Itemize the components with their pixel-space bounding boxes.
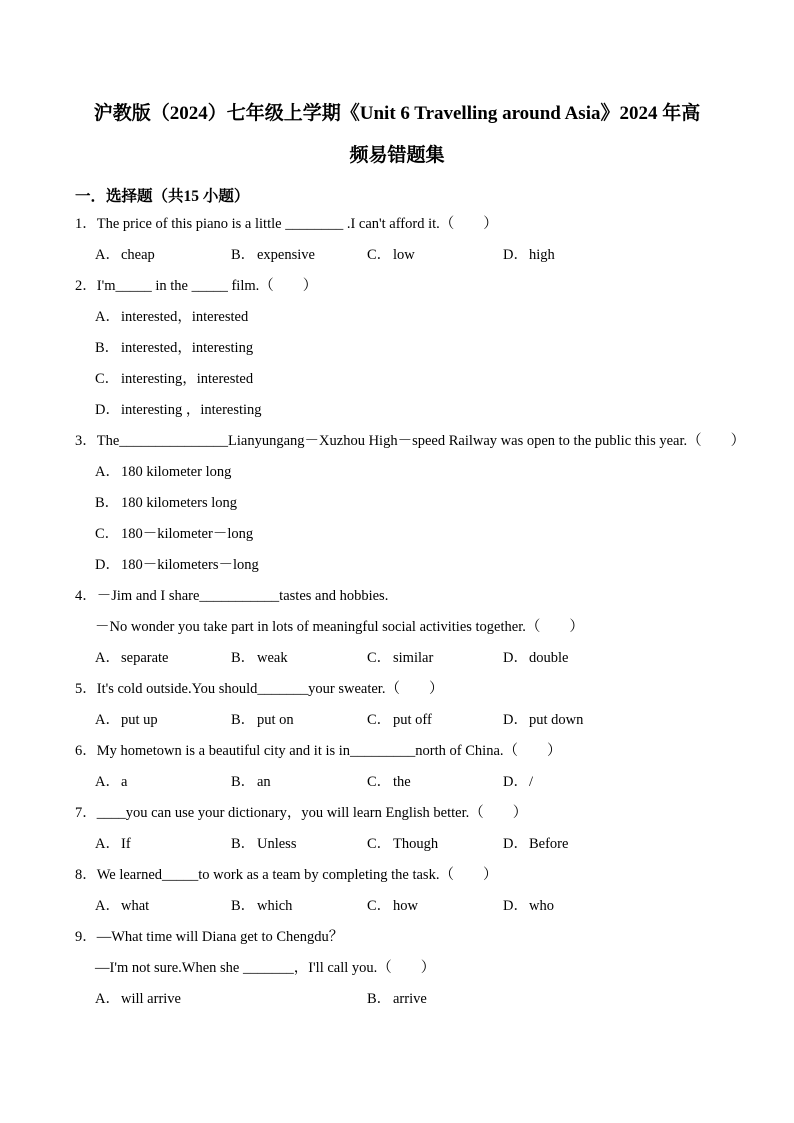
option-d-label: D． <box>503 836 528 852</box>
option-c-text: 180－kilometer－long <box>121 526 254 542</box>
option-b-label: B． <box>231 247 256 263</box>
option-c-label: C． <box>367 774 392 790</box>
option-c-label: C． <box>367 247 392 263</box>
question-9-number: 9． <box>75 929 97 945</box>
question-2-text: I'm_____ in the _____ film.（ ） <box>96 278 318 294</box>
page-title-line-2: 频易错题集 <box>349 145 445 166</box>
option-c-label: C． <box>367 836 392 852</box>
option-b-text: interested，interesting <box>121 340 254 356</box>
option-d <box>503 240 555 271</box>
option-b <box>231 767 367 798</box>
option-a-label: A． <box>95 898 120 914</box>
page-title-line-1: 沪教版（2024）七年级上学期《Unit 6 Travelling around Asia》2024 年高 <box>93 103 701 124</box>
option-a <box>0 457 794 488</box>
option-c-label: C． <box>367 650 392 666</box>
option-a <box>95 984 367 1015</box>
option-a-label: A． <box>95 774 120 790</box>
option-c-text: how <box>393 898 418 914</box>
option-c-label: C． <box>95 526 120 542</box>
option-b-text: Unless <box>257 836 297 852</box>
option-d-label: D． <box>95 402 120 418</box>
question-9-stem-2: —I'm not sure.When she _______，I'll call you.（ ） <box>95 960 436 976</box>
question-1 <box>0 209 794 271</box>
option-c-label: C． <box>367 712 392 728</box>
question-8-number: 8． <box>75 867 97 883</box>
option-a-text: If <box>121 836 131 852</box>
option-d-label: D． <box>503 774 528 790</box>
option-b-label: B． <box>367 991 392 1007</box>
option-d-text: put down <box>529 712 584 728</box>
question-6-number: 6． <box>75 743 97 759</box>
option-a <box>95 767 231 798</box>
option-d-text: Before <box>529 836 569 852</box>
question-7-options <box>0 829 794 860</box>
option-a-label: A． <box>95 836 120 852</box>
option-b <box>367 984 427 1015</box>
option-c <box>367 891 503 922</box>
question-7-text: ____you can use your dictionary，you will learn English better.（ ） <box>96 805 528 821</box>
question-5-text: It's cold outside.You should_______your sweater.（ ） <box>96 681 444 697</box>
option-d-text: double <box>529 650 569 666</box>
option-d-label: D． <box>503 650 528 666</box>
option-d-label: D． <box>503 247 528 263</box>
question-3-number: 3． <box>75 433 97 449</box>
question-9-stem <box>0 922 794 953</box>
option-b <box>231 829 367 860</box>
option-d-text: / <box>529 774 534 790</box>
option-d <box>503 705 583 736</box>
option-b-label: B． <box>231 712 256 728</box>
question-5-number: 5． <box>75 681 97 697</box>
option-b-text: 180 kilometers long <box>121 495 237 511</box>
option-b-label: B． <box>95 495 120 511</box>
question-3-stem <box>0 426 794 457</box>
option-a-text: a <box>121 774 128 790</box>
option-a-text: cheap <box>121 247 155 263</box>
option-a-text: will arrive <box>121 991 181 1007</box>
question-2-number: 2． <box>75 278 97 294</box>
question-7 <box>0 798 794 860</box>
option-b-label: B． <box>231 650 256 666</box>
question-1-number: 1． <box>75 216 97 232</box>
option-b <box>231 705 367 736</box>
option-b <box>231 643 367 674</box>
question-5 <box>0 674 794 736</box>
option-a-label: A． <box>95 712 120 728</box>
question-6-stem <box>0 736 794 767</box>
question-7-stem <box>0 798 794 829</box>
option-b-text: expensive <box>257 247 315 263</box>
option-b-text: which <box>257 898 293 914</box>
option-d-text: high <box>529 247 555 263</box>
question-6 <box>0 736 794 798</box>
option-d-text: interesting ，interesting <box>121 402 262 418</box>
question-7-number: 7． <box>75 805 97 821</box>
option-b <box>231 240 367 271</box>
option-a-text: separate <box>121 650 169 666</box>
question-5-stem <box>0 674 794 705</box>
option-c <box>367 240 503 271</box>
option-b <box>0 333 794 364</box>
option-c-label: C． <box>95 371 120 387</box>
question-9-text: —What time will Diana get to Chengdu？ <box>96 929 344 945</box>
option-b-label: B． <box>231 898 256 914</box>
option-c-text: put off <box>393 712 432 728</box>
question-4-text: －Jim and I share___________tastes and hobbies. <box>96 588 389 604</box>
option-a-label: A． <box>95 464 120 480</box>
option-c-text: Though <box>393 836 439 852</box>
question-9-options <box>0 984 794 1015</box>
option-d-label: D． <box>95 557 120 573</box>
question-4-stem-2: －No wonder you take part in lots of meaningful social activities together.（ ） <box>95 619 584 635</box>
option-c <box>0 519 794 550</box>
option-a <box>95 829 231 860</box>
question-2 <box>0 271 794 426</box>
question-5-options <box>0 705 794 736</box>
option-b <box>0 488 794 519</box>
option-a <box>95 643 231 674</box>
question-4 <box>0 581 794 674</box>
option-b <box>231 891 367 922</box>
question-8-text: We learned_____to work as a team by completing the task.（ ） <box>96 867 498 883</box>
option-d-label: D． <box>503 712 528 728</box>
option-c-text: interesting，interested <box>121 371 254 387</box>
question-1-options <box>0 240 794 271</box>
option-d <box>503 767 533 798</box>
option-a-text: interested，interested <box>121 309 249 325</box>
option-d-label: D． <box>503 898 528 914</box>
question-4-options <box>0 643 794 674</box>
option-b-text: put on <box>257 712 294 728</box>
question-8-options <box>0 891 794 922</box>
option-d <box>0 550 794 581</box>
question-4-stem <box>0 581 794 612</box>
option-c <box>367 767 503 798</box>
option-c <box>367 705 503 736</box>
option-c <box>367 643 503 674</box>
option-c <box>367 829 503 860</box>
page-title <box>0 0 794 177</box>
option-a-text: what <box>121 898 150 914</box>
question-6-text: My hometown is a beautiful city and it is in_________north of China.（ ） <box>96 743 562 759</box>
option-c-text: similar <box>393 650 434 666</box>
section-heading: 一．选择题（共15 小题） <box>75 188 250 205</box>
question-8 <box>0 860 794 922</box>
option-a-label: A． <box>95 991 120 1007</box>
option-b-label: B． <box>231 836 256 852</box>
option-d-text: 180－kilometers－long <box>121 557 259 573</box>
option-b-text: arrive <box>393 991 427 1007</box>
option-a-label: A． <box>95 247 120 263</box>
option-a <box>0 302 794 333</box>
option-b-label: B． <box>95 340 120 356</box>
option-c-text: low <box>393 247 415 263</box>
option-a-label: A． <box>95 650 120 666</box>
question-3 <box>0 426 794 581</box>
option-b-label: B． <box>231 774 256 790</box>
option-d <box>503 829 568 860</box>
question-9 <box>0 922 794 1015</box>
option-a <box>95 240 231 271</box>
option-d <box>503 643 568 674</box>
question-6-options <box>0 767 794 798</box>
question-8-stem <box>0 860 794 891</box>
question-4-number: 4． <box>75 588 97 604</box>
option-c-text: the <box>393 774 411 790</box>
option-a-text: 180 kilometer long <box>121 464 232 480</box>
question-1-text: The price of this piano is a little ________ .I can't afford it.（ ） <box>96 216 498 232</box>
option-d <box>503 891 554 922</box>
option-a <box>95 891 231 922</box>
question-list <box>0 209 794 1015</box>
option-b-text: weak <box>257 650 288 666</box>
option-c-label: C． <box>367 898 392 914</box>
question-3-text: The_______________Lianyungang－Xuzhou High－speed Railway was open to the public this year.（ ） <box>96 433 746 449</box>
question-2-stem <box>0 271 794 302</box>
option-a <box>95 705 231 736</box>
option-a-text: put up <box>121 712 158 728</box>
question-1-stem <box>0 209 794 240</box>
option-a-label: A． <box>95 309 120 325</box>
option-d-text: who <box>529 898 554 914</box>
option-c <box>0 364 794 395</box>
option-b-text: an <box>257 774 271 790</box>
option-d <box>0 395 794 426</box>
